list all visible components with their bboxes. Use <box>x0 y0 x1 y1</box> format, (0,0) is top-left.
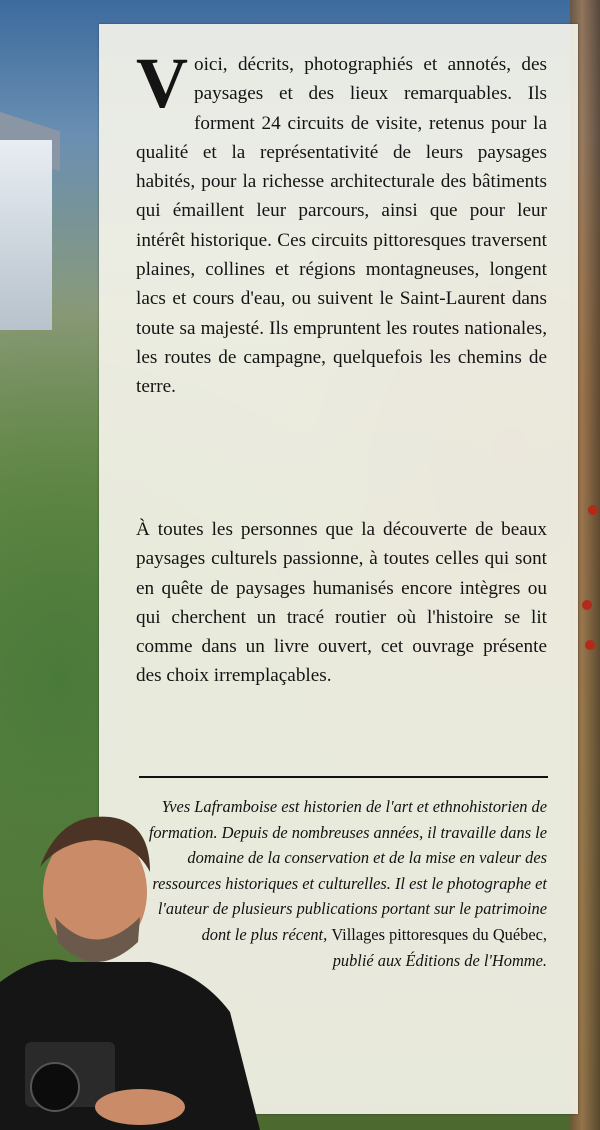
book-title: Villages pittoresques du Québec, <box>331 924 547 944</box>
intro-paragraph <box>136 43 547 402</box>
intro-text: oici, décrits, photographiés et annotés, des paysages et des lieux remarquables. Ils forment 24 circuits de visite, retenus pour la qualité et la représentativité de leurs paysages habités, pour la richesse architecturale des bâtiments qui émaillent leur parcours, ainsi que pour leur intérêt historique. Ces circuits pittoresques traversent plaines, collines et régions montagneuses, longent lacs et cours d'eau, ou suivent le Saint-Laurent dans toute sa majesté. Ils empruntent les routes nationales, les routes de campagne, quelquefois les chemins de terre. <box>136 54 547 398</box>
camera-lens <box>31 1063 79 1111</box>
berry <box>582 600 592 610</box>
author-hands <box>95 1089 185 1125</box>
second-paragraph: À toutes les personnes que la découverte de beaux paysages culturels passionne, à toutes celles qui sont en quête de paysages humanisés encore intègres ou qui cherchent un tracé routier où l'histoire se lit comme dans un livre ouvert, cet ouvrage présente des choix irremplaçables. <box>136 519 547 687</box>
author-photo <box>0 812 260 1130</box>
divider-rule <box>139 776 548 778</box>
berry <box>588 505 598 515</box>
berry <box>585 640 595 650</box>
publisher-line: publié aux Éditions de l'Homme. <box>332 950 547 970</box>
bio-text: Yves Laframboise est historien de l'art et ethnohistorien de formation. Depuis de nombreuses années, il travaille dans le domaine de la conservation et de la mise en valeur des ressources historiques et culturelles. Il est le photographe et l'auteur de plusieurs publications portant sur le patrimoine dont le plus récent, <box>148 797 547 944</box>
drop-cap: V <box>136 43 188 123</box>
barn-background <box>0 140 52 330</box>
